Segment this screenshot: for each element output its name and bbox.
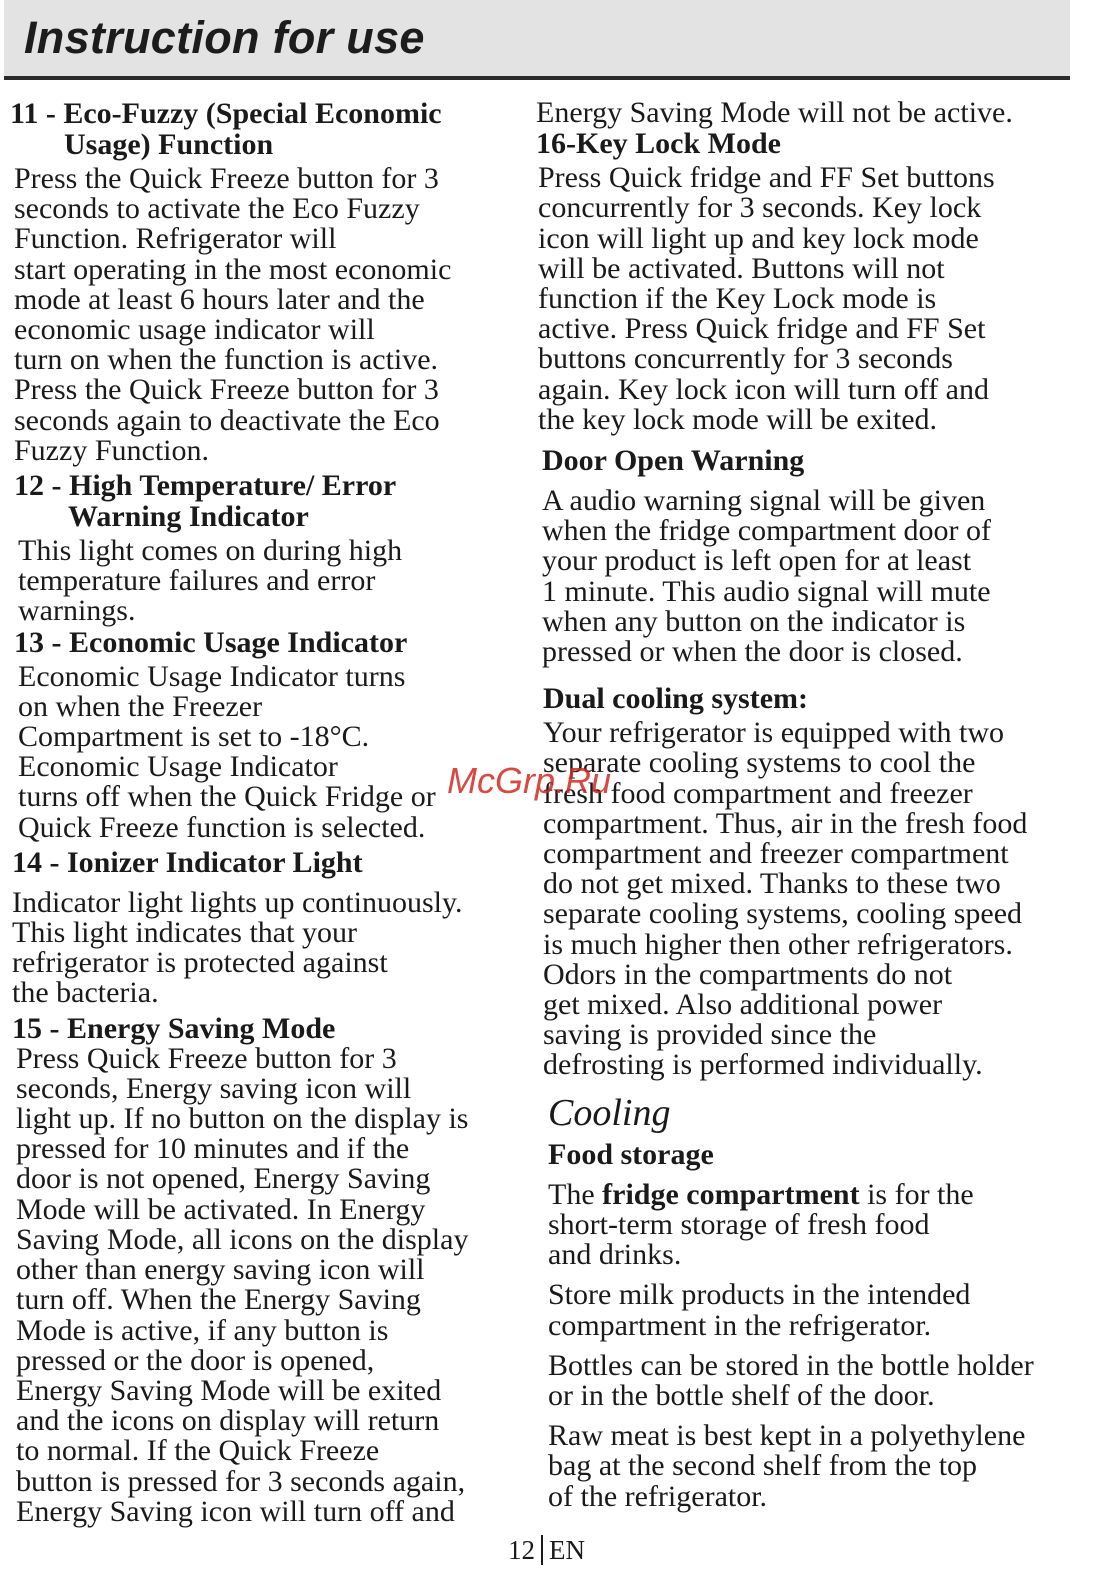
body-line: This light comes on during high	[18, 534, 403, 568]
body-line: turn off. When the Energy Saving	[16, 1283, 421, 1317]
body-line: This light indicates that your	[12, 916, 357, 950]
body-line: Function. Refrigerator will	[14, 222, 337, 256]
body-line: get mixed. Also additional power	[543, 988, 943, 1022]
section-number: 11 -	[10, 97, 56, 130]
text-run: The	[548, 1177, 603, 1211]
body-line: Economic Usage Indicator	[18, 750, 338, 784]
body-line: Quick Freeze function is selected.	[18, 810, 426, 844]
body-line: concurrently for 3 seconds. Key lock	[538, 191, 982, 225]
fridge-compartment-emphasis: fridge compartment	[602, 1177, 860, 1211]
body-line: do not get mixed. Thanks to these two	[543, 867, 1001, 901]
body-line: mode at least 6 hours later and the	[14, 282, 425, 316]
cooling-paragraph-2	[536, 1280, 1084, 1340]
body-line: is much higher then other refrigerators.	[543, 927, 1013, 961]
section-heading	[10, 627, 525, 658]
body-line: separate cooling systems to cool the	[543, 746, 976, 780]
body-line: Mode is active, if any button is	[16, 1313, 389, 1347]
cooling-paragraph-3	[536, 1348, 1084, 1412]
section-heading	[10, 847, 525, 878]
body-line: will be activated. Buttons will not	[538, 251, 945, 285]
body-line: bag at the second shelf from the top	[548, 1449, 978, 1483]
body-line: seconds again to deactivate the Eco	[14, 403, 440, 437]
body-line: when the fridge compartment door of	[542, 514, 992, 548]
body-line: defrosting is performed individually.	[543, 1048, 983, 1082]
body-line: other than energy saving icon will	[16, 1253, 425, 1287]
section-body	[10, 659, 525, 844]
body-line: icon will light up and key lock mode	[538, 221, 979, 255]
body-line: Indicator light lights up continuously.	[12, 885, 463, 919]
body-line: 1 minute. This audio signal will mute	[542, 574, 991, 608]
section-heading: Dual cooling system:	[543, 682, 808, 716]
body-line: on when the Freezer	[18, 689, 263, 723]
body-line: of the refrigerator.	[548, 1479, 768, 1513]
body-line: Press the Quick Freeze button for 3	[14, 373, 439, 407]
cooling-paragraph-1	[536, 1177, 1084, 1272]
body-line: turns off when the Quick Fridge or	[18, 780, 436, 814]
body-line: compartment and freezer compartment	[543, 837, 1009, 871]
section-number: 15 -	[12, 1011, 60, 1045]
page-header	[4, 0, 1070, 80]
body-line: again. Key lock icon will turn off and	[538, 372, 989, 406]
body-line: A audio warning signal will be given	[542, 484, 986, 518]
body-line: Press the Quick Freeze button for 3	[14, 162, 439, 195]
section-number: 13 -	[14, 625, 62, 659]
section-number: 14 -	[12, 845, 60, 879]
body-line: Compartment is set to -18°C.	[18, 720, 370, 754]
section-title-line: Energy Saving Mode	[67, 1011, 336, 1045]
body-line: fresh food compartment and freezer	[543, 776, 973, 810]
body-line: your product is left open for at least	[542, 544, 972, 578]
body-line: the bacteria.	[12, 976, 159, 1010]
body-line: warnings.	[18, 594, 136, 628]
watermark: McGrp.Ru	[447, 760, 612, 801]
section-dual-cooling	[536, 683, 1084, 1080]
page-title: Instruction for use	[24, 12, 425, 63]
body-line: active. Press Quick fridge and FF Set	[538, 312, 986, 346]
section-heading: Door Open Warning	[542, 444, 805, 478]
section-16-key-lock	[536, 128, 1084, 435]
section-body	[10, 164, 525, 466]
section-body	[536, 718, 1084, 1080]
body-line: light up. If no button on the display is	[16, 1102, 469, 1136]
section-heading: 16-Key Lock Mode	[536, 127, 781, 161]
body-line: Fuzzy Function.	[14, 433, 209, 467]
body-line: pressed for 10 minutes and if the	[16, 1132, 410, 1166]
section-heading	[10, 98, 525, 160]
text-run: is for the	[859, 1177, 974, 1211]
body-line	[548, 1177, 1084, 1211]
body-line: buttons concurrently for 3 seconds	[538, 342, 953, 376]
body-line: economic usage indicator will	[14, 313, 375, 347]
body-line: Store milk products in the intended	[548, 1278, 971, 1312]
body-line: temperature failures and error	[18, 564, 376, 598]
section-14-ionizer	[10, 847, 525, 1009]
section-15-energy-saving	[10, 1013, 525, 1527]
body-line: Energy Saving icon will turn off and	[16, 1494, 455, 1528]
body-line: short-term storage of fresh food	[548, 1207, 930, 1241]
section-12-high-temperature	[10, 470, 525, 627]
section-15-continuation	[536, 98, 1084, 128]
body-line: and the icons on display will return	[16, 1404, 440, 1438]
section-title-line: Eco-Fuzzy (Special Economic	[63, 97, 442, 130]
body-line: compartment in the refrigerator.	[548, 1308, 932, 1342]
body-line: refrigerator is protected against	[12, 946, 388, 980]
section-body	[10, 536, 525, 627]
body-line: turn on when the function is active.	[14, 343, 439, 377]
section-title-line: High Temperature/ Error	[69, 469, 397, 503]
body-line: Saving Mode, all icons on the display	[16, 1222, 469, 1256]
section-11-eco-fuzzy	[10, 98, 525, 466]
section-heading	[10, 470, 525, 532]
body-line: seconds, Energy saving icon will	[16, 1071, 412, 1105]
body-line: function if the Key Lock mode is	[538, 282, 937, 316]
section-body	[10, 885, 525, 1010]
body-line: pressed or the door is opened,	[16, 1343, 375, 1377]
section-cooling	[536, 1091, 1084, 1512]
body-line: Energy Saving Mode will not be active.	[536, 96, 1013, 129]
body-line: or in the bottle shelf of the door.	[548, 1378, 935, 1412]
cooling-paragraph-4	[536, 1421, 1084, 1512]
body-line: Economic Usage Indicator turns	[18, 659, 406, 693]
section-number: 12 -	[14, 469, 62, 503]
page-number: 12	[508, 1535, 535, 1565]
cooling-heading: Cooling	[548, 1091, 671, 1134]
body-line: separate cooling systems, cooling speed	[543, 897, 1023, 931]
page-footer	[0, 1535, 1093, 1566]
right-column	[536, 98, 1084, 1512]
body-line: pressed or when the door is closed.	[542, 635, 963, 669]
body-line: Odors in the compartments do not	[543, 957, 953, 991]
section-title-line: Ionizer Indicator Light	[67, 845, 363, 879]
body-line: Press Quick fridge and FF Set buttons	[538, 161, 995, 195]
left-column	[10, 98, 525, 1527]
footer-divider	[541, 1535, 543, 1565]
body-line: saving is provided since the	[543, 1018, 877, 1052]
section-title-line: Warning Indicator	[68, 500, 309, 534]
section-body	[536, 486, 1084, 667]
body-line: Bottles can be stored in the bottle holder	[548, 1348, 1034, 1382]
food-storage-heading: Food storage	[548, 1137, 714, 1171]
section-body	[10, 1041, 525, 1528]
section-body	[536, 163, 1084, 435]
body-line: Energy Saving Mode will be exited	[16, 1373, 442, 1407]
section-heading	[10, 1013, 525, 1044]
body-line: Mode will be activated. In Energy	[16, 1192, 426, 1226]
body-line: seconds to activate the Eco Fuzzy	[14, 192, 420, 226]
body-line: start operating in the most economic	[14, 252, 452, 286]
body-line: compartment. Thus, air in the fresh food	[543, 806, 1028, 840]
body-line: and drinks.	[548, 1238, 682, 1272]
section-door-open-warning	[536, 445, 1084, 667]
section-title-line: Usage) Function	[64, 128, 274, 161]
language-code: EN	[549, 1535, 585, 1565]
section-13-economic-usage	[10, 627, 525, 843]
body-line: Press Quick Freeze button for 3	[16, 1041, 397, 1075]
section-title-line: Economic Usage Indicator	[69, 625, 408, 659]
body-line: Raw meat is best kept in a polyethylene	[548, 1419, 1026, 1453]
body-line: Your refrigerator is equipped with two	[543, 716, 1005, 750]
body-line: the key lock mode will be exited.	[538, 402, 938, 436]
body-line: door is not opened, Energy Saving	[16, 1162, 431, 1196]
body-line: button is pressed for 3 seconds again,	[16, 1464, 466, 1498]
body-line: when any button on the indicator is	[542, 604, 966, 638]
body-line: to normal. If the Quick Freeze	[16, 1434, 380, 1468]
